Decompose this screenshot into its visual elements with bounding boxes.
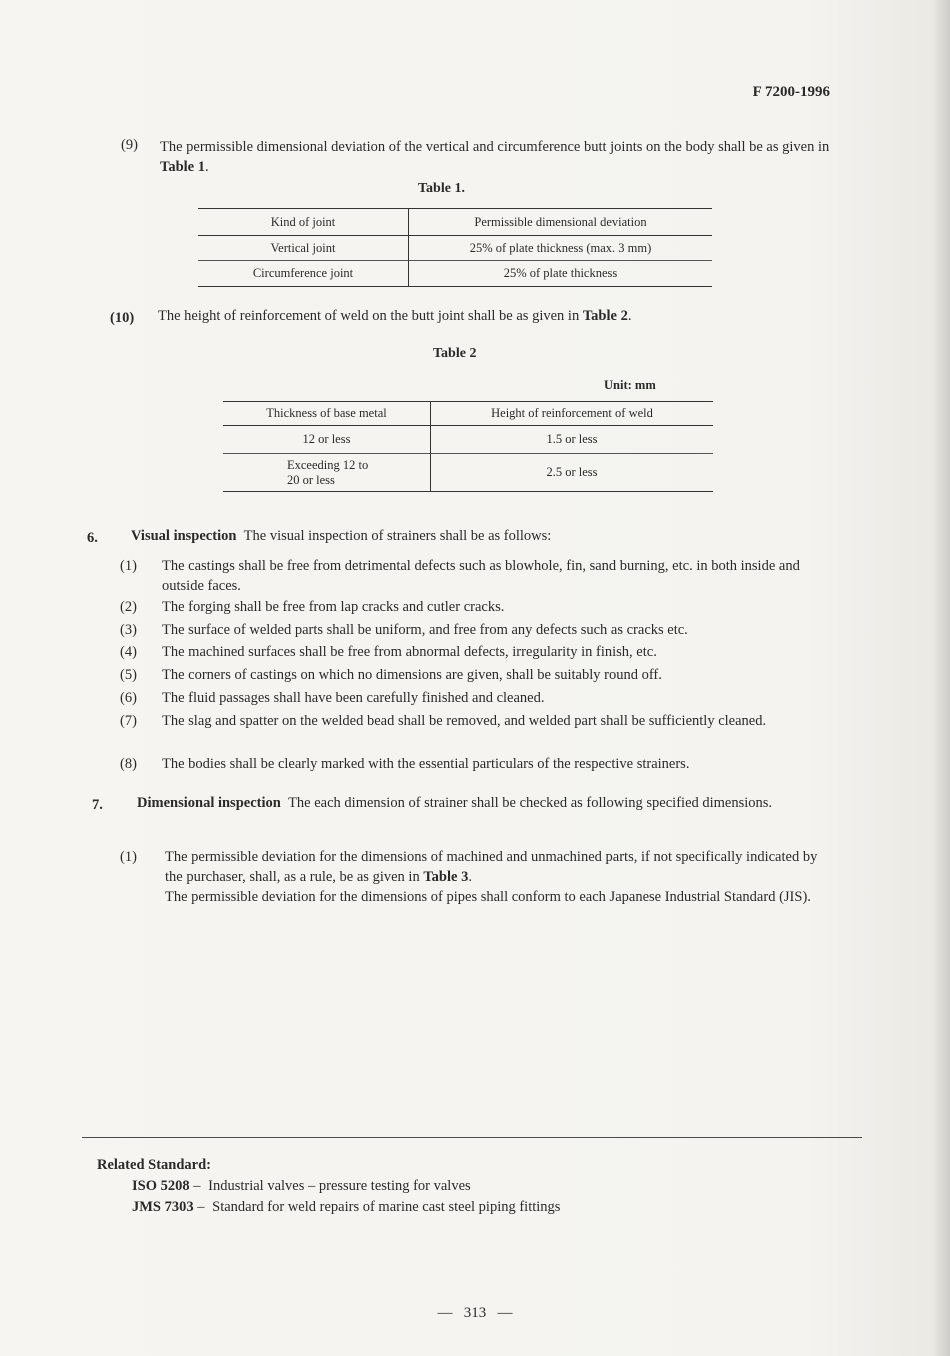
related-standard-sep: – xyxy=(193,1178,201,1194)
table2-header-cell: Thickness of base metal xyxy=(223,402,431,426)
section6-number: 6. xyxy=(87,530,98,546)
item10-table-ref: Table 2 xyxy=(582,308,628,324)
table1-caption: Table 1. xyxy=(418,181,465,196)
list-item-text xyxy=(165,847,832,907)
table2-caption: Table 2 xyxy=(433,346,477,361)
item9-number: (9) xyxy=(121,137,138,153)
section7-item1-end: . xyxy=(468,869,472,885)
table1-cell: Circumference joint xyxy=(198,261,409,287)
list-item-number: (6) xyxy=(120,690,137,706)
item9-body: The permissible dimensional deviation of the vertical and circumference butt joints on the body shall be as given in xyxy=(160,139,830,155)
related-standard-sep: – xyxy=(197,1199,205,1215)
item10-text xyxy=(158,306,848,326)
related-standard-code: ISO 5208 xyxy=(132,1178,190,1194)
divider xyxy=(82,1137,862,1138)
list-item-number: (3) xyxy=(120,622,137,638)
section7-heading xyxy=(92,793,836,813)
section6-title: Visual inspection xyxy=(131,528,237,544)
list-item-number: (1) xyxy=(120,558,137,574)
table1-cell: Vertical joint xyxy=(198,236,409,261)
section7-item1-body: The permissible deviation for the dimensions of machined and unmachined parts, if not specifically indicated by the purchaser, shall, as a rule, be as given in xyxy=(165,849,818,885)
related-standard-item xyxy=(132,1178,471,1195)
table2-cell xyxy=(223,454,431,492)
list-item-number: (2) xyxy=(120,599,137,615)
table2 xyxy=(223,401,713,492)
table1-header-cell: Permissible dimensional deviation xyxy=(474,214,647,229)
item9-table-ref: Table 1 xyxy=(160,159,205,175)
table2-header-cell: Height of reinforcement of weld xyxy=(491,406,653,420)
section6-intro: The visual inspection of strainers shall be as follows: xyxy=(243,528,552,544)
related-standard-item xyxy=(132,1199,560,1216)
table2-cell: 12 or less xyxy=(223,426,431,454)
list-item-text: The surface of welded parts shall be uniform, and free from any defects such as cracks etc. xyxy=(162,622,688,638)
list-item-text: The castings shall be free from detrimental defects such as blowhole, fin, sand burning, etc. in both inside and outside faces. xyxy=(162,558,800,594)
page-edge-shadow xyxy=(932,0,950,1356)
section7-number: 7. xyxy=(92,797,103,813)
item10-number: (10) xyxy=(110,310,135,326)
table2-cell-line2: 20 or less xyxy=(287,472,335,487)
list-item-text: The slag and spatter on the welded bead shall be removed, and welded part shall be sufficiently cleaned. xyxy=(162,713,767,729)
table1-cell: 25% of plate thickness (max. 3 mm) xyxy=(469,240,652,255)
list-item-number: (8) xyxy=(120,756,137,772)
item10-body: The height of reinforcement of weld on the butt joint shall be as given in xyxy=(158,308,580,324)
table2-cell: 1.5 or less xyxy=(546,432,598,446)
list-item xyxy=(120,556,840,596)
related-standard-desc: Standard for weld repairs of marine cast steel piping fittings xyxy=(212,1199,561,1215)
table1-header-row xyxy=(198,209,712,236)
list-item xyxy=(120,711,840,751)
table2-header-row xyxy=(223,402,713,426)
related-standard-code: JMS 7303 xyxy=(132,1199,194,1215)
list-item-number: (1) xyxy=(120,849,137,865)
item10-end: . xyxy=(627,308,632,324)
table2-unit: Unit: mm xyxy=(604,378,656,392)
list-item-text: The machined surfaces shall be free from abnormal defects, irregularity in finish, etc. xyxy=(162,644,657,660)
table2-row xyxy=(223,454,713,492)
list-item-text: The bodies shall be clearly marked with the essential particulars of the respective strainers. xyxy=(162,756,690,772)
page-number xyxy=(0,1305,950,1322)
related-standard-title: Related Standard: xyxy=(97,1157,211,1173)
related-standard-desc: Industrial valves – pressure testing for valves xyxy=(208,1178,471,1194)
page-number-dash: — xyxy=(497,1305,513,1321)
list-item-number: (7) xyxy=(120,713,137,729)
table1-row xyxy=(198,236,712,261)
table1-cell: 25% of plate thickness xyxy=(503,266,618,280)
table1-row xyxy=(198,261,712,287)
list-item-number: (4) xyxy=(120,644,137,660)
page-number-dash: — xyxy=(437,1305,453,1321)
list-item-text: The fluid passages shall have been carefully finished and cleaned. xyxy=(162,690,545,706)
table2-cell: 2.5 or less xyxy=(546,465,598,479)
section7-title: Dimensional inspection xyxy=(137,795,281,811)
table2-cell-line1: Exceeding 12 to xyxy=(287,457,369,472)
table1-header-cell: Kind of joint xyxy=(198,209,409,236)
section7-table-ref: Table 3 xyxy=(423,869,469,885)
table2-row xyxy=(223,426,713,454)
item9-text xyxy=(160,137,840,177)
page-number-value: 313 xyxy=(463,1305,487,1321)
section7-item1-pipes: The permissible deviation for the dimensions of pipes shall conform to each Japanese Industrial Standard (JIS). xyxy=(165,889,811,905)
document-id: F 7200-1996 xyxy=(752,84,830,100)
item9-end: . xyxy=(205,159,209,175)
section6-heading xyxy=(131,526,851,546)
section7-intro: The each dimension of strainer shall be checked as following specified dimensions. xyxy=(288,795,773,811)
list-item-text: The corners of castings on which no dimensions are given, shall be suitably round off. xyxy=(162,667,662,683)
table1 xyxy=(198,208,712,287)
list-item-text: The forging shall be free from lap cracks and cutler cracks. xyxy=(162,599,505,615)
list-item-number: (5) xyxy=(120,667,137,683)
